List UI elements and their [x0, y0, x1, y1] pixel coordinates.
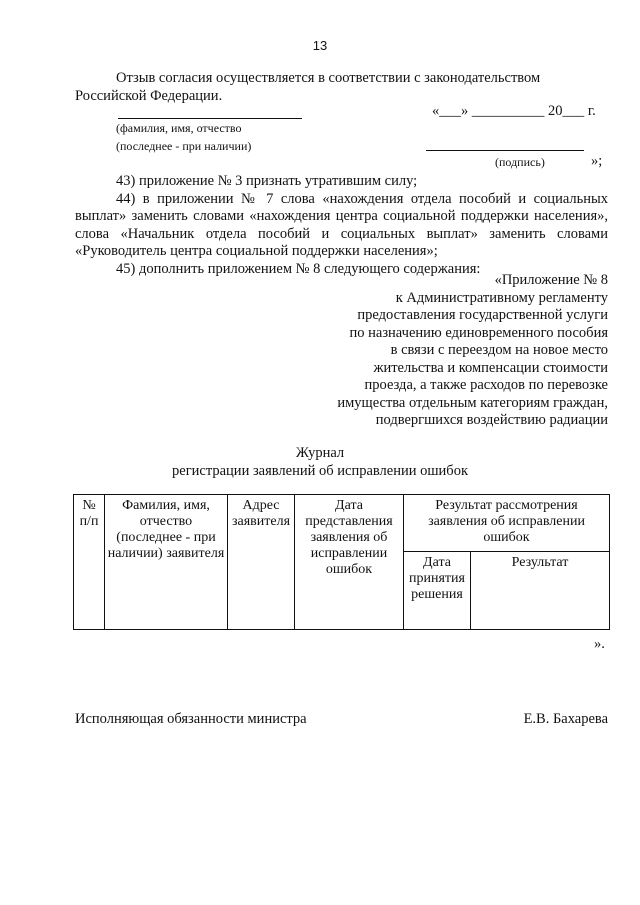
date-field: «___» __________ 20___ г.	[432, 103, 596, 119]
page-number: 13	[312, 38, 328, 53]
table-closing: ».	[594, 636, 605, 652]
name-caption-2: (последнее - при наличии)	[116, 139, 252, 153]
name-caption-1: (фамилия, имя, отчество	[116, 121, 242, 135]
signatory-name: Е.В. Бахарева	[523, 711, 608, 727]
journal-table	[73, 494, 610, 630]
journal-subtitle: регистрации заявлений об исправлении ошибок	[172, 463, 468, 479]
appendix-header	[288, 272, 608, 430]
item-45: 45) дополнить приложением № 8 следующего содержания:	[116, 260, 481, 277]
appendix-line: к Административному регламенту	[395, 289, 608, 306]
closing-quote: »;	[591, 153, 603, 169]
journal-title: Журнал	[295, 445, 345, 461]
intro-paragraph	[75, 70, 608, 88]
sign-caption: (подпись)	[495, 155, 545, 169]
item-44: 44) в приложении № 7 слова «нахождения отдела пособий и социальных выплат» заменить словами «нахождения центра социальной поддержки населения», слова «Начальник отдела пособий и социальных выплат» заменить словами «Руководитель центра социальной поддержки населения»;	[75, 190, 608, 259]
appendix-line: жительства и компенсации стоимости	[373, 359, 608, 376]
header-result: Результат	[471, 552, 610, 630]
appendix-line: предоставления государственной услуги	[357, 307, 608, 323]
signature-line	[426, 150, 584, 151]
appendix-line: имущества отдельным категориям граждан,	[337, 394, 608, 411]
intro-line-2: Российской Федерации.	[75, 87, 223, 104]
header-result-group: Результат рассмотрения заявления об исправлении ошибок	[404, 495, 610, 552]
intro-line-1: Отзыв согласия осуществляется в соответствии с законодательством	[116, 70, 541, 86]
appendix-line: проезда, а также расходов по перевозке	[364, 377, 608, 393]
name-line	[118, 118, 302, 119]
signatory-position: Исполняющая обязанности министра	[75, 711, 307, 727]
header-address: Адрес заявителя	[228, 495, 295, 630]
header-date: Дата представления заявления об исправлении ошибок	[295, 495, 404, 630]
header-decision-date: Дата принятия решения	[404, 552, 471, 630]
appendix-line: по назначению единовременного пособия	[349, 324, 608, 341]
header-name: Фамилия, имя, отчество (последнее - при наличии) заявителя	[105, 495, 228, 630]
header-num: № п/п	[74, 495, 105, 630]
item-43: 43) приложение № 3 признать утратившим силу;	[116, 173, 418, 189]
appendix-line: «Приложение № 8	[494, 272, 608, 288]
appendix-line: в связи с переездом на новое место	[390, 342, 608, 358]
appendix-line: подвергшихся воздействию радиации	[375, 412, 608, 428]
